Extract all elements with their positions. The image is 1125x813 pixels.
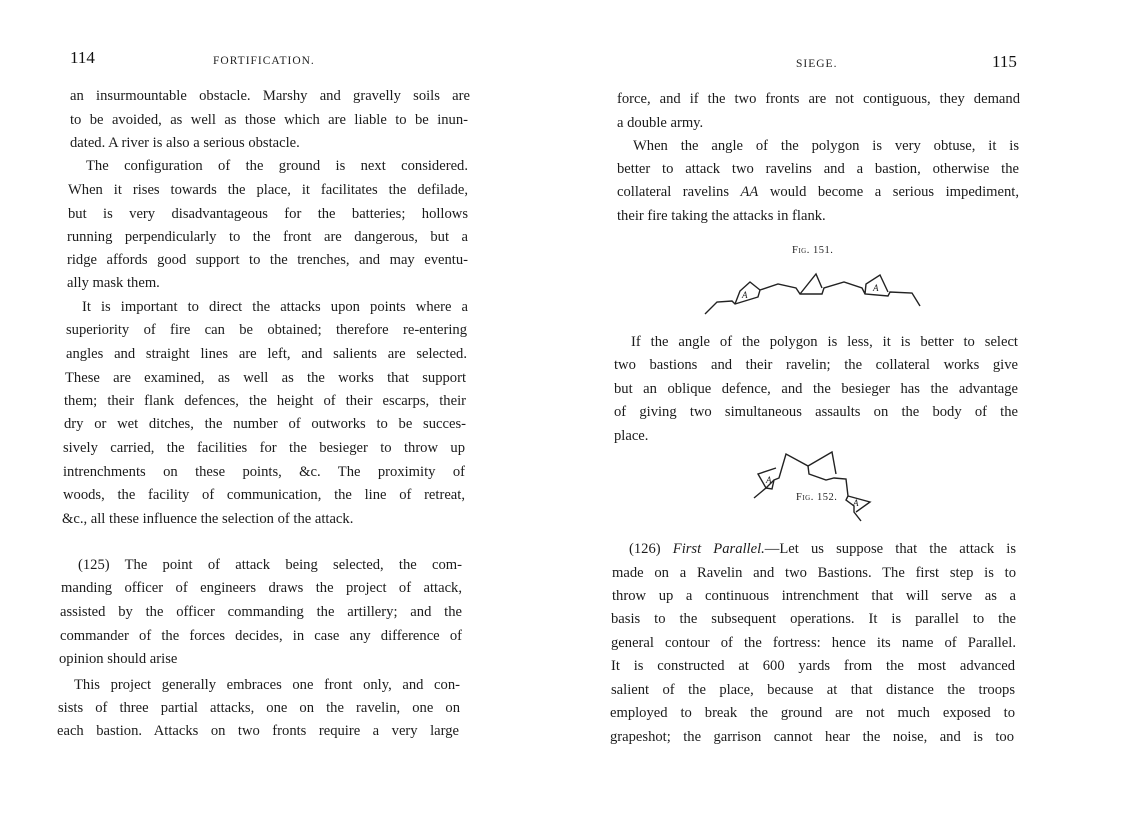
text-line: ridge affords good support to the trenches, and may eventu- bbox=[67, 252, 468, 268]
running-head: FORTIFICATION. bbox=[213, 55, 315, 67]
text-line: better to attack two ravelins and a bastion, otherwise the bbox=[617, 161, 1019, 177]
right-page bbox=[560, 0, 1125, 813]
figure-152-caption: Fig. 152. bbox=[796, 492, 838, 503]
paragraph-first-line: It is important to direct the attacks upon points where a bbox=[82, 299, 468, 315]
text-line: assisted by the officer commanding the artillery; and the bbox=[60, 604, 462, 620]
section-first-line-text: —Let us suppose that the attack is bbox=[764, 541, 1017, 557]
text-line: force, and if the two fronts are not contiguous, they demand bbox=[617, 91, 1020, 107]
text-line: each bastion. Attacks on two fronts require a very large bbox=[57, 723, 459, 739]
text-line: dry or wet ditches, the number of outworks to be succes- bbox=[64, 416, 466, 432]
text-line: of giving two simultaneous assaults on the body of the bbox=[614, 404, 1018, 420]
ravelin-label-a-right: A bbox=[873, 283, 879, 293]
paragraph-first-line: This project generally embraces one front only, and con- bbox=[74, 677, 460, 693]
text-line: them; their flank defences, the height of their escarps, their bbox=[64, 393, 466, 409]
text-line: employed to break the ground are not much exposed to bbox=[610, 705, 1015, 721]
page-number: 115 bbox=[992, 52, 1017, 71]
text-line: superiority of fire can be obtained; therefore re-entering bbox=[66, 322, 467, 338]
left-page bbox=[0, 0, 560, 813]
text-line: sists of three partial attacks, one on the ravelin, one on bbox=[58, 700, 460, 716]
text-line: It is constructed at 600 yards from the most advanced bbox=[611, 658, 1015, 674]
text-line: &c., all these influence the selection of the attack. bbox=[62, 511, 354, 527]
text-line: but is very disadvantageous for the batteries; hollows bbox=[68, 206, 468, 222]
fortification-trace bbox=[754, 454, 861, 521]
ravelin-label-a-left: A bbox=[742, 290, 748, 300]
ravelin-label-a-left: A bbox=[766, 475, 772, 485]
page-number: 114 bbox=[70, 48, 95, 67]
text-line: angles and straight lines are left, and salients are selected. bbox=[66, 346, 467, 362]
text-line: collateral ravelins AA would become a serious impediment, bbox=[617, 184, 1019, 200]
text-line: opinion should arise bbox=[59, 651, 178, 667]
paragraph-first-line: When the angle of the polygon is very obtuse, it is bbox=[633, 138, 1019, 154]
section-title: First Parallel. bbox=[672, 541, 765, 557]
text-line: throw up a continuous intrenchment that will serve as a bbox=[612, 588, 1016, 604]
text-line: made on a Ravelin and two Bastions. The first step is to bbox=[612, 565, 1016, 581]
text-line: dated. A river is also a serious obstacle. bbox=[70, 135, 300, 151]
text-line: to be avoided, as well as those which are liable to be inun- bbox=[70, 112, 468, 128]
bastion-center bbox=[800, 274, 822, 294]
text-line: their fire taking the attacks in flank. bbox=[617, 208, 826, 224]
text-line: grapeshot; the garrison cannot hear the noise, and is too bbox=[610, 729, 1014, 745]
text-line: running perpendicularly to the front are dangerous, but a bbox=[67, 229, 468, 245]
text-line: basis to the subsequent operations. It is parallel to the bbox=[611, 611, 1016, 627]
text-line: place. bbox=[614, 428, 649, 444]
text-line: These are examined, as well as the works that support bbox=[65, 370, 466, 386]
text-line: sively carried, the facilities for the besieger to throw up bbox=[63, 440, 465, 456]
figure-151-diagram bbox=[700, 262, 930, 322]
text-line: manding officer of engineers draws the project of attack, bbox=[61, 580, 462, 596]
figure-152-diagram bbox=[746, 448, 876, 528]
bastion-center bbox=[808, 452, 836, 474]
figure-151-caption: Fig. 151. bbox=[792, 245, 834, 256]
section-125-first-line: (125) The point of attack being selected, the com- bbox=[78, 557, 462, 573]
text-line: but an oblique defence, and the besieger has the advantage bbox=[614, 381, 1018, 397]
section-126-first-line bbox=[629, 541, 1016, 558]
text-line: two bastions and their ravelin; the collateral works give bbox=[614, 357, 1018, 373]
paragraph-first-line: If the angle of the polygon is less, it is better to select bbox=[631, 334, 1018, 350]
section-number: (126) bbox=[629, 541, 661, 557]
ravelin-label-a-right: A bbox=[853, 498, 859, 508]
text-line: woods, the facility of communication, the line of retreat, bbox=[63, 487, 465, 503]
text-line: a double army. bbox=[617, 115, 704, 131]
text-line: an insurmountable obstacle. Marshy and gravelly soils are bbox=[70, 88, 470, 104]
text-line: salient of the place, because at that distance the troops bbox=[611, 682, 1015, 698]
text-line: intrenchments on these points, &c. The proximity of bbox=[63, 464, 465, 480]
text-line: When it rises towards the place, it facilitates the defilade, bbox=[68, 182, 468, 198]
text-line: ally mask them. bbox=[67, 275, 160, 291]
paragraph-first-line: The configuration of the ground is next considered. bbox=[86, 158, 468, 174]
text-line: general contour of the fortress: hence its name of Parallel. bbox=[611, 635, 1016, 651]
ravelins-label-aa: AA bbox=[740, 184, 759, 200]
running-head: SIEGE. bbox=[796, 58, 838, 70]
text-line: commander of the forces decides, in case any difference of bbox=[60, 628, 462, 644]
